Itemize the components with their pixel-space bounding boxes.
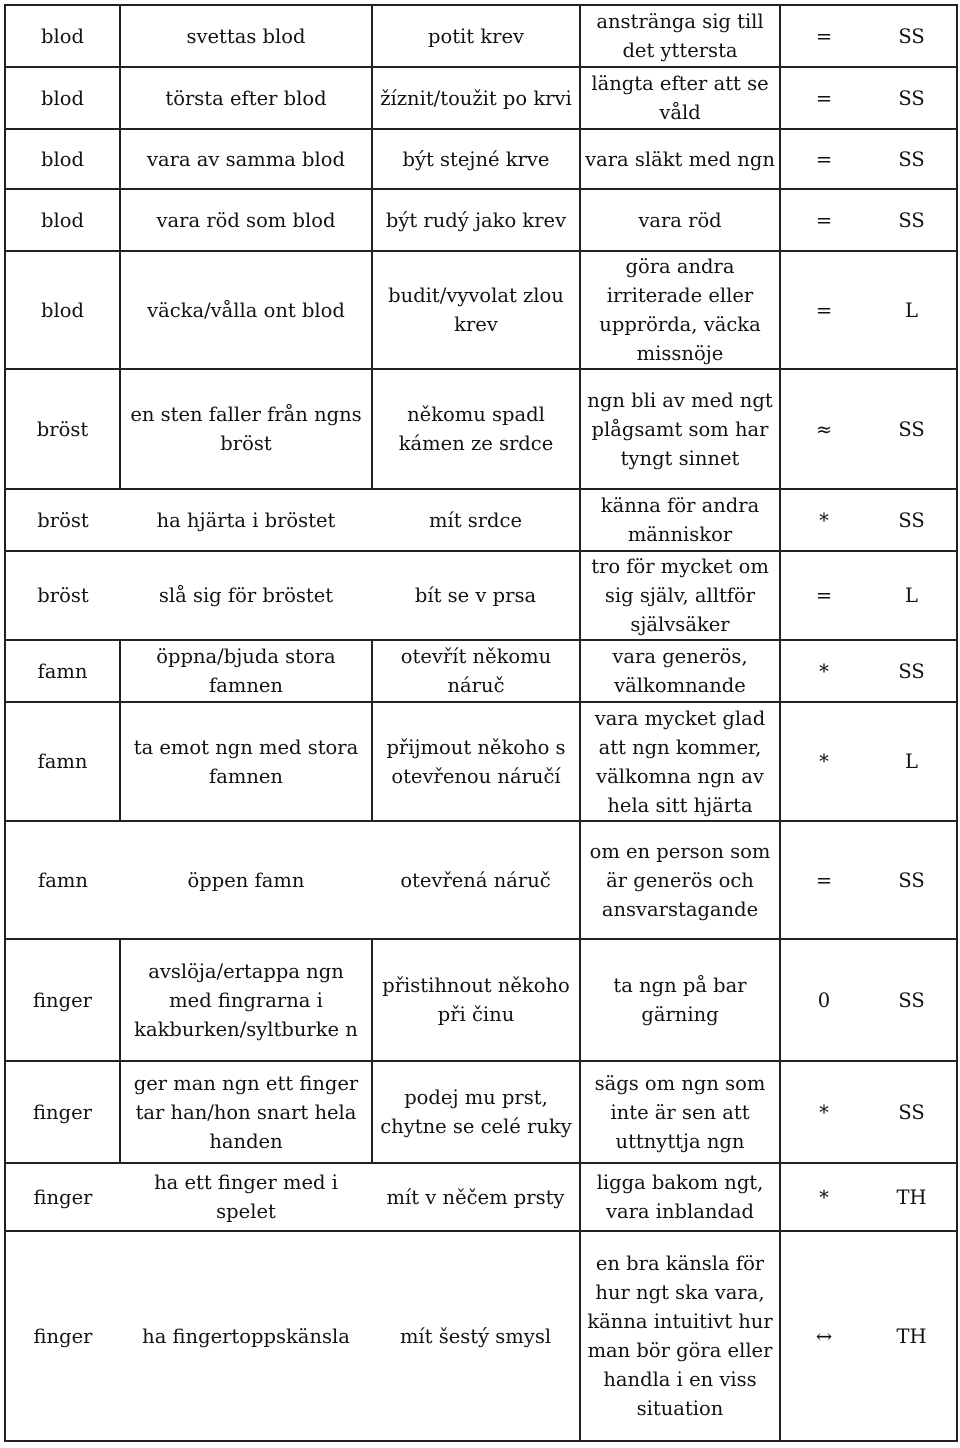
cell-equivalence-symbol: = <box>780 821 867 939</box>
cell-equivalence-symbol: 0 <box>780 939 867 1061</box>
cell-equivalence-symbol: * <box>780 1163 867 1231</box>
cell-meaning: en bra känsla för hur ngt ska vara, känna intuitivt hur man bör göra eller handla i en viss situation <box>580 1231 780 1441</box>
cell-equivalence-symbol: ≈ <box>780 369 867 489</box>
cell-meaning: längta efter att se våld <box>580 67 780 129</box>
cell-swedish-idiom: väcka/vålla ont blod <box>120 251 372 369</box>
cell-equivalence-symbol: ↔ <box>780 1231 867 1441</box>
table-row <box>5 551 957 640</box>
cell-czech-idiom: přijmout někoho s otevřenou náručí <box>372 702 580 821</box>
cell-type-code: L <box>867 702 957 821</box>
cell-meaning: tro för mycket om sig själv, alltför självsäker <box>580 551 780 640</box>
cell-word: famn <box>5 640 120 702</box>
cell-swedish-idiom: vara av samma blod <box>120 129 372 189</box>
cell-meaning: ligga bakom ngt, vara inblandad <box>580 1163 780 1231</box>
cell-type-code: SS <box>867 821 957 939</box>
cell-word: blod <box>5 67 120 129</box>
cell-swedish-idiom: ger man ngn ett finger tar han/hon snart hela handen <box>120 1061 372 1163</box>
cell-czech-idiom: mít srdce <box>372 489 580 551</box>
cell-equivalence-symbol: * <box>780 489 867 551</box>
cell-czech-idiom: mít v něčem prsty <box>372 1163 580 1231</box>
table-row <box>5 702 957 821</box>
cell-czech-idiom: otevřít někomu náruč <box>372 640 580 702</box>
cell-type-code: TH <box>867 1163 957 1231</box>
cell-czech-idiom: potit krev <box>372 5 580 67</box>
table-row <box>5 129 957 189</box>
cell-type-code: SS <box>867 67 957 129</box>
cell-swedish-idiom: slå sig för bröstet <box>120 551 372 640</box>
cell-meaning: känna för andra människor <box>580 489 780 551</box>
cell-meaning: vara röd <box>580 189 780 251</box>
cell-word: bröst <box>5 551 120 640</box>
cell-czech-idiom: být rudý jako krev <box>372 189 580 251</box>
cell-swedish-idiom: öppna/bjuda stora famnen <box>120 640 372 702</box>
cell-czech-idiom: být stejné krve <box>372 129 580 189</box>
cell-type-code: SS <box>867 1061 957 1163</box>
cell-type-code: SS <box>867 640 957 702</box>
cell-word: famn <box>5 821 120 939</box>
cell-swedish-idiom: ha hjärta i bröstet <box>120 489 372 551</box>
cell-meaning: anstränga sig till det yttersta <box>580 5 780 67</box>
cell-swedish-idiom: avslöja/ertappa ngn med fingrarna i kakburken/syltburke n <box>120 939 372 1061</box>
cell-meaning: vara släkt med ngn <box>580 129 780 189</box>
cell-swedish-idiom: ta emot ngn med stora famnen <box>120 702 372 821</box>
cell-meaning: sägs om ngn som inte är sen att uttnyttja ngn <box>580 1061 780 1163</box>
cell-word: blod <box>5 251 120 369</box>
cell-equivalence-symbol: = <box>780 129 867 189</box>
cell-swedish-idiom: öppen famn <box>120 821 372 939</box>
cell-swedish-idiom: törsta efter blod <box>120 67 372 129</box>
cell-meaning: vara generös, välkomnande <box>580 640 780 702</box>
cell-czech-idiom: přistihnout někoho při činu <box>372 939 580 1061</box>
cell-word: finger <box>5 1061 120 1163</box>
cell-word: finger <box>5 1231 120 1441</box>
cell-type-code: SS <box>867 369 957 489</box>
table-row <box>5 189 957 251</box>
table-row <box>5 369 957 489</box>
table-row <box>5 489 957 551</box>
idiom-table <box>4 4 958 1442</box>
table-row <box>5 1061 957 1163</box>
table-row <box>5 640 957 702</box>
table-row <box>5 1231 957 1441</box>
cell-type-code: L <box>867 251 957 369</box>
cell-czech-idiom: někomu spadl kámen ze srdce <box>372 369 580 489</box>
cell-type-code: TH <box>867 1231 957 1441</box>
cell-swedish-idiom: vara röd som blod <box>120 189 372 251</box>
table-row <box>5 1163 957 1231</box>
cell-meaning: om en person som är generös och ansvarstagande <box>580 821 780 939</box>
cell-equivalence-symbol: * <box>780 702 867 821</box>
cell-equivalence-symbol: = <box>780 5 867 67</box>
table-row <box>5 251 957 369</box>
table-row <box>5 939 957 1061</box>
cell-meaning: ngn bli av med ngt plågsamt som har tyngt sinnet <box>580 369 780 489</box>
cell-meaning: ta ngn på bar gärning <box>580 939 780 1061</box>
cell-type-code: SS <box>867 189 957 251</box>
cell-equivalence-symbol: = <box>780 551 867 640</box>
cell-word: blod <box>5 5 120 67</box>
cell-type-code: SS <box>867 489 957 551</box>
cell-swedish-idiom: en sten faller från ngns bröst <box>120 369 372 489</box>
cell-swedish-idiom: ha ett finger med i spelet <box>120 1163 372 1231</box>
table-row <box>5 821 957 939</box>
cell-word: famn <box>5 702 120 821</box>
cell-swedish-idiom: svettas blod <box>120 5 372 67</box>
cell-czech-idiom: mít šestý smysl <box>372 1231 580 1441</box>
cell-equivalence-symbol: * <box>780 640 867 702</box>
cell-equivalence-symbol: * <box>780 1061 867 1163</box>
table-row <box>5 5 957 67</box>
cell-meaning: göra andra irriterade eller upprörda, väcka missnöje <box>580 251 780 369</box>
cell-word: bröst <box>5 369 120 489</box>
cell-word: finger <box>5 939 120 1061</box>
cell-equivalence-symbol: = <box>780 67 867 129</box>
cell-czech-idiom: podej mu prst, chytne se celé ruky <box>372 1061 580 1163</box>
cell-type-code: SS <box>867 129 957 189</box>
cell-czech-idiom: budit/vyvolat zlou krev <box>372 251 580 369</box>
idiom-table-body <box>5 5 957 1441</box>
cell-swedish-idiom: ha fingertoppskänsla <box>120 1231 372 1441</box>
cell-type-code: L <box>867 551 957 640</box>
cell-czech-idiom: žíznit/toužit po krvi <box>372 67 580 129</box>
cell-meaning: vara mycket glad att ngn kommer, välkomna ngn av hela sitt hjärta <box>580 702 780 821</box>
cell-word: bröst <box>5 489 120 551</box>
cell-czech-idiom: otevřená náruč <box>372 821 580 939</box>
cell-type-code: SS <box>867 939 957 1061</box>
cell-word: blod <box>5 189 120 251</box>
cell-word: blod <box>5 129 120 189</box>
cell-czech-idiom: bít se v prsa <box>372 551 580 640</box>
cell-word: finger <box>5 1163 120 1231</box>
table-row <box>5 67 957 129</box>
cell-type-code: SS <box>867 5 957 67</box>
cell-equivalence-symbol: = <box>780 189 867 251</box>
cell-equivalence-symbol: = <box>780 251 867 369</box>
